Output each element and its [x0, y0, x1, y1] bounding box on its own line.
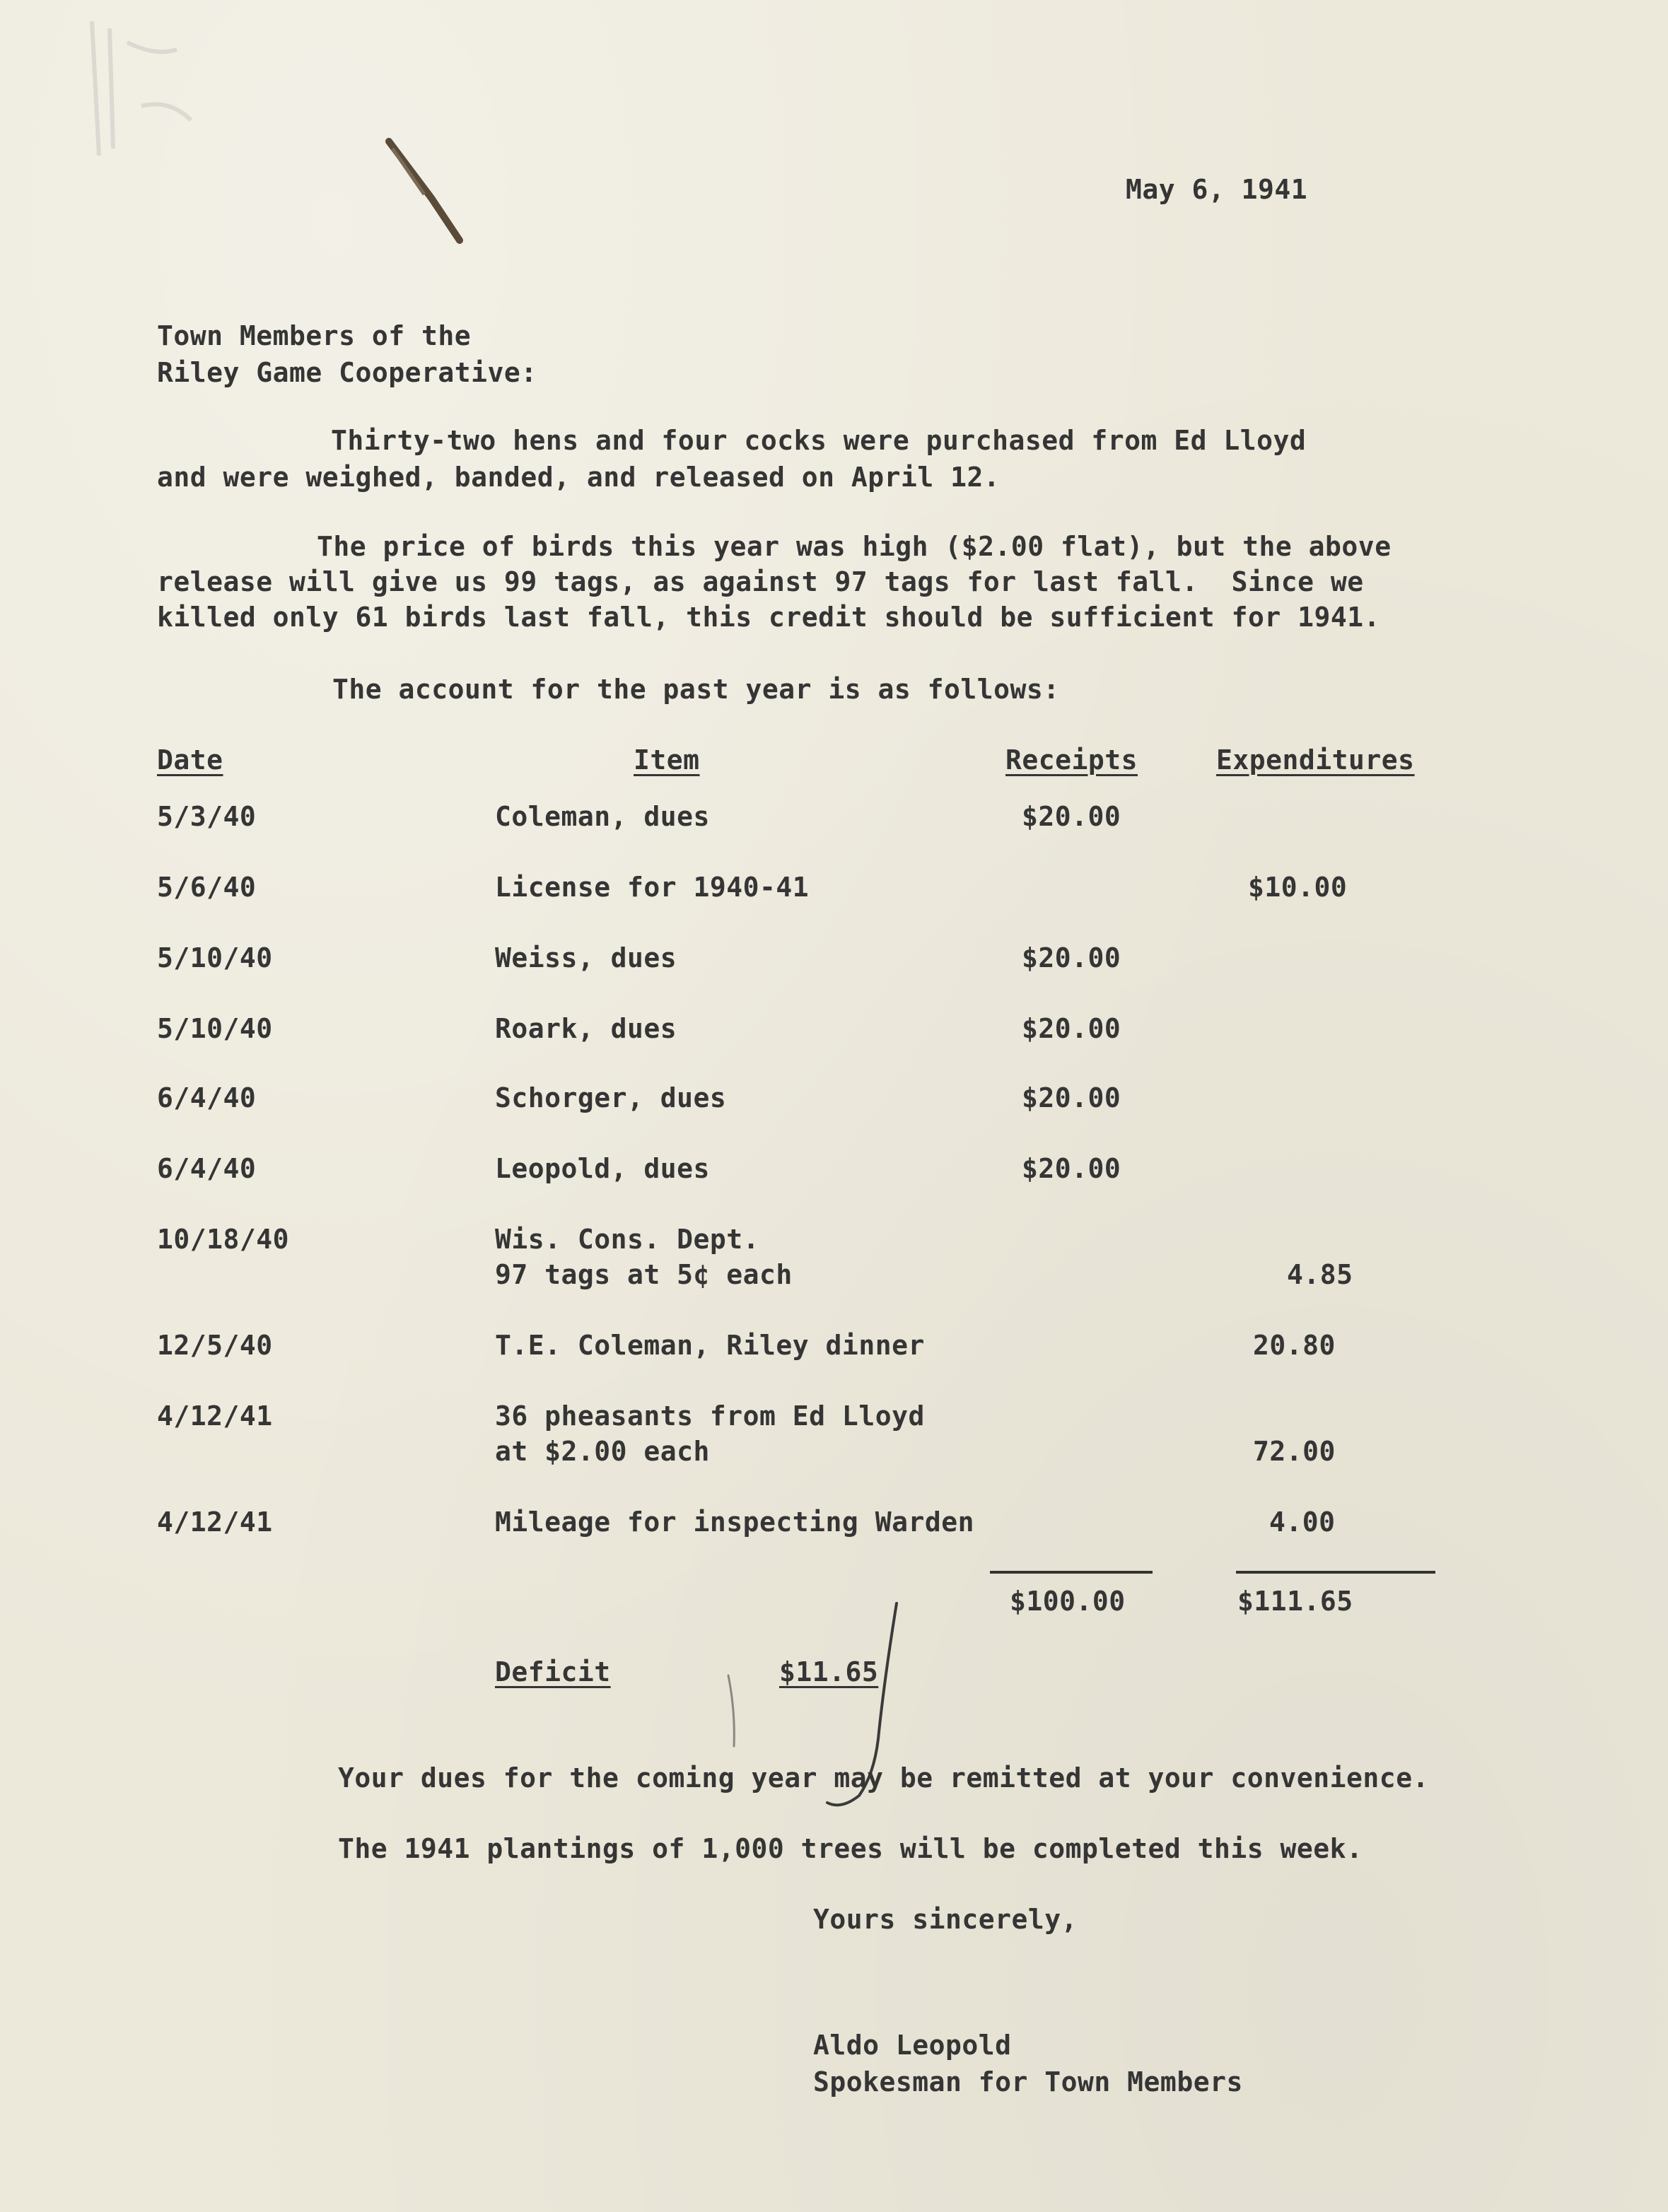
salutation-line-2: Riley Game Cooperative: [157, 357, 537, 388]
ink-smudge-mark [375, 127, 481, 254]
receipts-total-rule [990, 1571, 1153, 1574]
deficit-value: $11.65 [779, 1656, 879, 1687]
row-10-expenditures: 4.00 [1269, 1506, 1336, 1538]
receipts-total: $100.00 [1010, 1586, 1126, 1617]
header-item: Item [634, 744, 700, 776]
faint-pencil-mark [71, 14, 255, 170]
row-4-item: Roark, dues [495, 1013, 677, 1044]
paragraph-1-line-1: Thirty-two hens and four cocks were purchased from Ed Lloyd [331, 425, 1307, 456]
paragraph-2-line-1: The price of birds this year was high ($2.00 flat), but the above [317, 531, 1392, 562]
row-8-expenditures: 20.80 [1253, 1330, 1336, 1361]
paragraph-2-line-2: release will give us 99 tags, as against 97 tags for last fall. Since we [157, 566, 1364, 597]
row-3-receipts: $20.00 [1022, 942, 1121, 973]
row-1-receipts: $20.00 [1022, 801, 1121, 832]
row-5-item: Schorger, dues [495, 1082, 727, 1113]
row-4-date: 5/10/40 [157, 1013, 273, 1044]
letter-date: May 6, 1941 [1126, 174, 1308, 205]
row-2-item: License for 1940-41 [495, 872, 810, 903]
expenditures-total: $111.65 [1237, 1586, 1353, 1617]
row-6-receipts: $20.00 [1022, 1153, 1121, 1184]
row-6-item: Leopold, dues [495, 1153, 710, 1184]
header-receipts: Receipts [1005, 744, 1138, 776]
salutation-line-1: Town Members of the [157, 320, 472, 351]
row-9-date: 4/12/41 [157, 1400, 273, 1432]
row-7-expenditures: 4.85 [1287, 1259, 1353, 1290]
row-5-receipts: $20.00 [1022, 1082, 1121, 1113]
row-6-date: 6/4/40 [157, 1153, 257, 1184]
header-expenditures: Expenditures [1216, 744, 1415, 776]
row-9-expenditures: 72.00 [1253, 1436, 1336, 1467]
row-10-date: 4/12/41 [157, 1506, 273, 1538]
row-9-item-line-2: at $2.00 each [495, 1436, 710, 1467]
signer-name: Aldo Leopold [813, 2030, 1012, 2061]
signoff: Yours sincerely, [813, 1904, 1078, 1935]
paragraph-2-line-3: killed only 61 birds last fall, this credit should be sufficient for 1941. [157, 602, 1380, 633]
signer-title: Spokesman for Town Members [813, 2066, 1243, 2097]
header-date: Date [157, 744, 223, 776]
row-2-date: 5/6/40 [157, 872, 257, 903]
row-2-expenditures: $10.00 [1248, 872, 1348, 903]
account-intro: The account for the past year is as follows: [332, 674, 1060, 705]
row-3-item: Weiss, dues [495, 942, 677, 973]
deficit-label: Deficit [495, 1656, 611, 1687]
row-4-receipts: $20.00 [1022, 1013, 1121, 1044]
closing-line-1: Your dues for the coming year may be remitted at your convenience. [338, 1762, 1429, 1793]
row-3-date: 5/10/40 [157, 942, 273, 973]
row-8-item: T.E. Coleman, Riley dinner [495, 1330, 925, 1361]
paragraph-1-line-2: and were weighed, banded, and released on April 12. [157, 462, 1001, 493]
row-9-item-line-1: 36 pheasants from Ed Lloyd [495, 1400, 925, 1432]
row-7-date: 10/18/40 [157, 1224, 290, 1255]
row-1-date: 5/3/40 [157, 801, 257, 832]
row-8-date: 12/5/40 [157, 1330, 273, 1361]
expenditures-total-rule [1236, 1571, 1435, 1574]
row-10-item: Mileage for inspecting Warden [495, 1506, 974, 1538]
row-7-item-line-1: Wis. Cons. Dept. [495, 1224, 760, 1255]
closing-line-2: The 1941 plantings of 1,000 trees will be completed this week. [338, 1833, 1363, 1864]
row-1-item: Coleman, dues [495, 801, 710, 832]
row-7-item-line-2: 97 tags at 5¢ each [495, 1259, 793, 1290]
row-5-date: 6/4/40 [157, 1082, 257, 1113]
